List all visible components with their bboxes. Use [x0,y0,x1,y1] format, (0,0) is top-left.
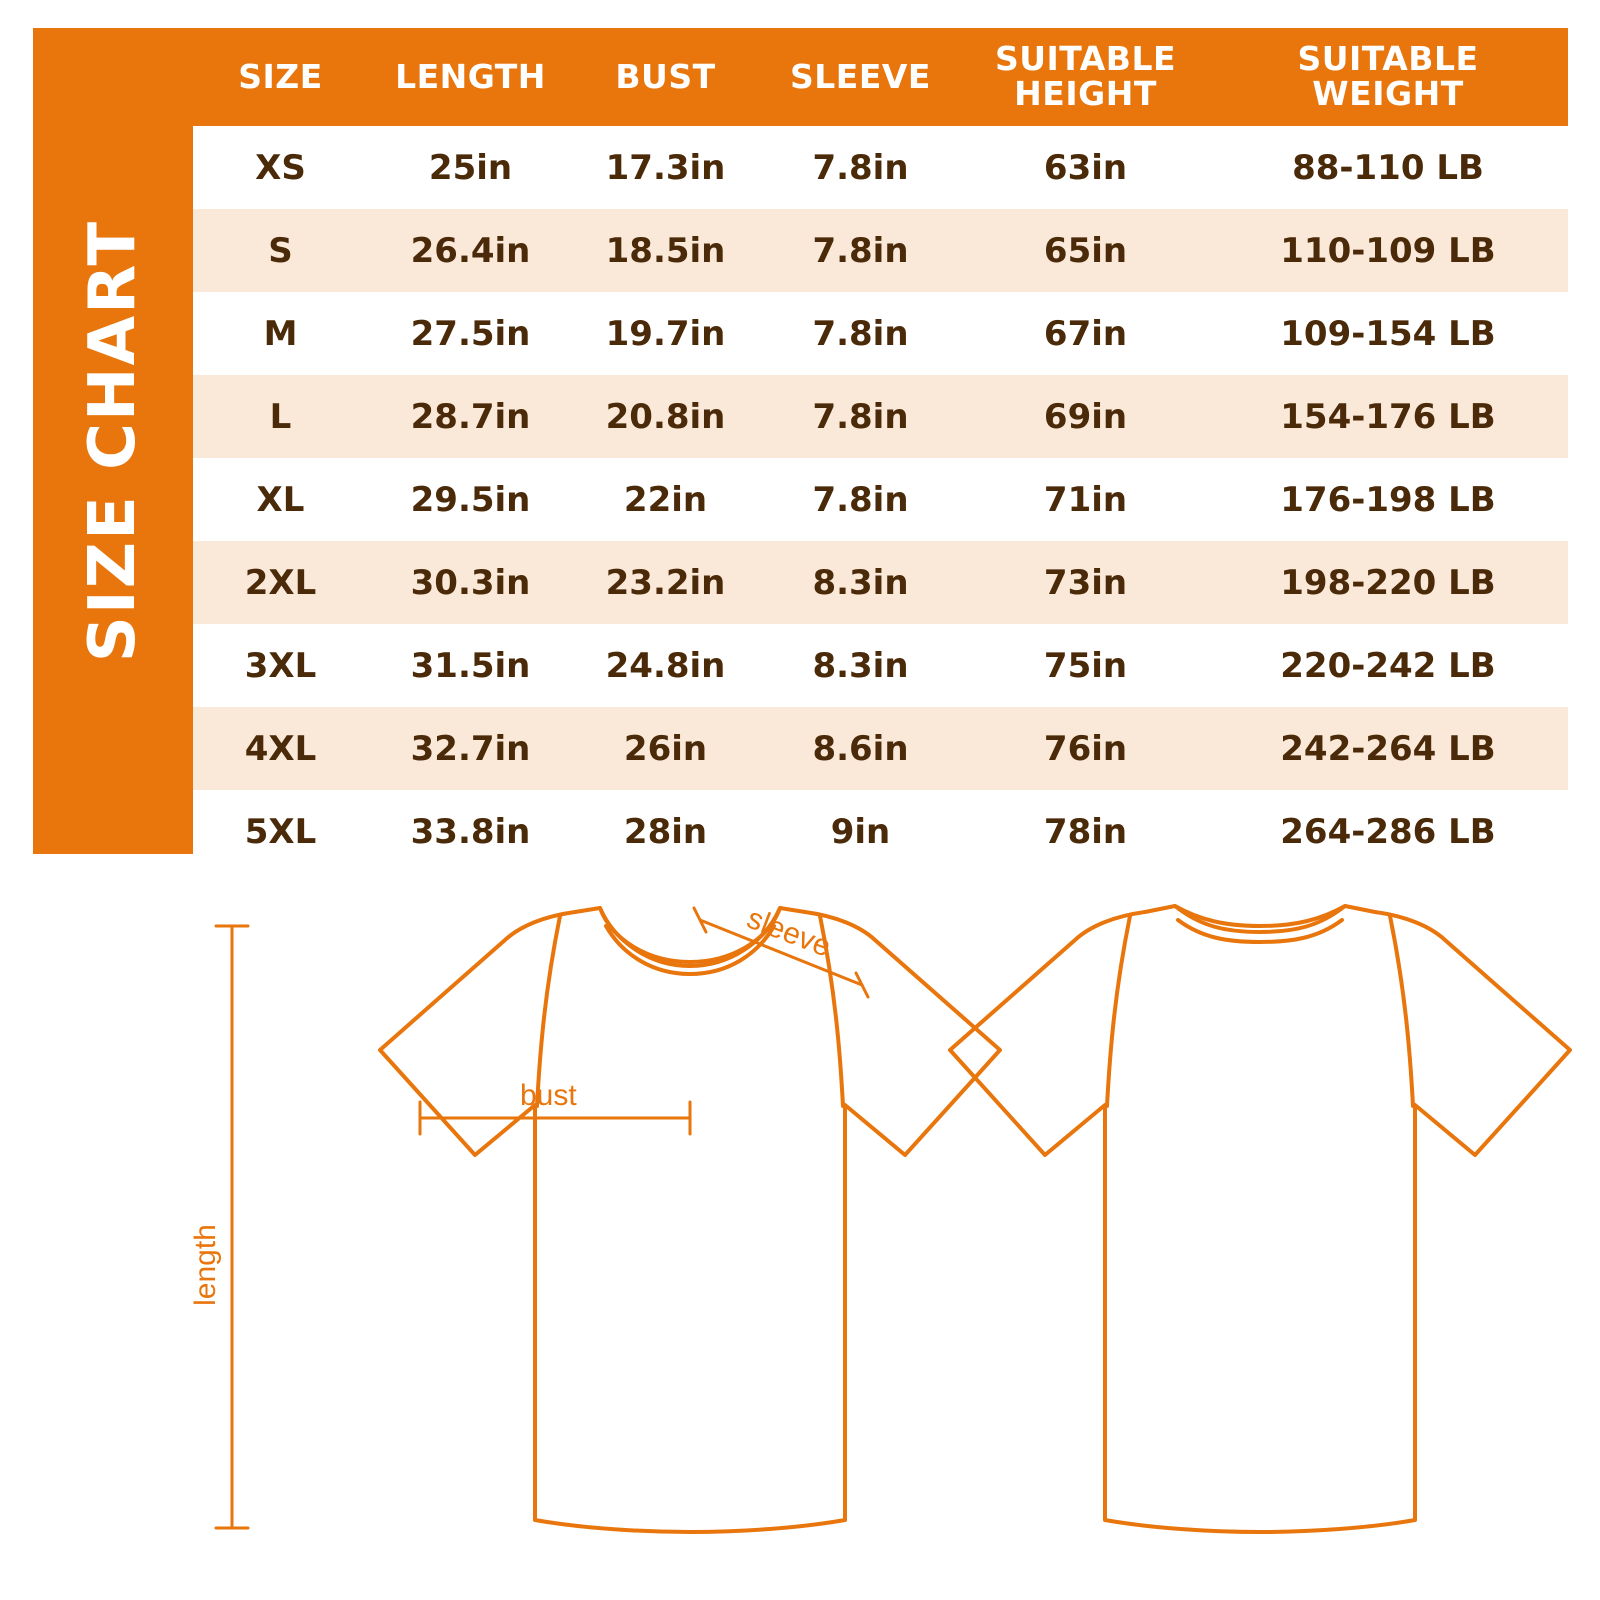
cell-bust: 19.7in [573,292,758,375]
cell-bust: 18.5in [573,209,758,292]
cell-suitable-height: 65in [963,209,1208,292]
cell-suitable-height: 71in [963,458,1208,541]
table-header-row [193,28,1568,126]
cell-length: 26.4in [368,209,573,292]
cell-sleeve: 8.6in [758,707,963,790]
cell-bust: 24.8in [573,624,758,707]
cell-length: 29.5in [368,458,573,541]
cell-suitable-weight: 198-220 LB [1208,541,1568,624]
cell-suitable-weight: 220-242 LB [1208,624,1568,707]
cell-length: 32.7in [368,707,573,790]
cell-size: 4XL [193,707,368,790]
cell-sleeve: 7.8in [758,458,963,541]
cell-sleeve: 7.8in [758,126,963,209]
cell-size: 2XL [193,541,368,624]
cell-sleeve: 7.8in [758,375,963,458]
cell-sleeve: 9in [758,790,963,873]
cell-size: S [193,209,368,292]
cell-bust: 28in [573,790,758,873]
cell-size: L [193,375,368,458]
size-table [193,28,1568,873]
cell-length: 33.8in [368,790,573,873]
cell-suitable-weight: 154-176 LB [1208,375,1568,458]
cell-size: M [193,292,368,375]
cell-suitable-weight: 110-109 LB [1208,209,1568,292]
cell-suitable-height: 76in [963,707,1208,790]
table-row [193,541,1568,624]
cell-bust: 22in [573,458,758,541]
column-header-size: SIZE [238,56,323,96]
table-row [193,292,1568,375]
column-header-bust: BUST [615,56,716,96]
cell-length: 25in [368,126,573,209]
cell-sleeve: 7.8in [758,292,963,375]
cell-length: 28.7in [368,375,573,458]
cell-suitable-weight: 242-264 LB [1208,707,1568,790]
cell-bust: 20.8in [573,375,758,458]
cell-size: XS [193,126,368,209]
cell-suitable-height: 67in [963,292,1208,375]
cell-suitable-weight: 264-286 LB [1208,790,1568,873]
table-row [193,707,1568,790]
page-title: SIZE CHART [76,219,150,663]
column-header-suitable-height [963,28,1208,126]
cell-bust: 17.3in [573,126,758,209]
column-header-sleeve: SLEEVE [790,56,931,96]
table-row [193,375,1568,458]
cell-size: 3XL [193,624,368,707]
table-row [193,126,1568,209]
cell-suitable-height: 73in [963,541,1208,624]
column-header-length: LENGTH [395,56,546,96]
cell-suitable-weight: 109-154 LB [1208,292,1568,375]
table-row [193,624,1568,707]
cell-length: 30.3in [368,541,573,624]
cell-sleeve: 8.3in [758,541,963,624]
sleeve-label: sleeve [742,901,836,964]
cell-bust: 26in [573,707,758,790]
cell-suitable-height: 63in [963,126,1208,209]
table-row [193,790,1568,873]
cell-length: 31.5in [368,624,573,707]
cell-bust: 23.2in [573,541,758,624]
cell-size: XL [193,458,368,541]
cell-suitable-weight: 88-110 LB [1208,126,1568,209]
cell-suitable-weight: 176-198 LB [1208,458,1568,541]
column-header-suitable-weight [1208,28,1568,126]
cell-suitable-height: 69in [963,375,1208,458]
bust-label: bust [520,1079,577,1112]
column-header-suitable-height-line2: HEIGHT [1014,74,1157,113]
tshirt-measurement-diagram [0,880,1600,1580]
column-header-suitable-weight-line2: WEIGHT [1312,74,1464,113]
cell-sleeve: 8.3in [758,624,963,707]
column-header-suitable-weight-line1: SUITABLE [1297,39,1479,79]
size-table-head [193,28,1568,126]
table-row [193,458,1568,541]
size-chart-block [33,28,1568,854]
cell-size: 5XL [193,790,368,873]
size-chart-title-column [33,28,193,854]
length-label: length [189,1224,222,1306]
cell-suitable-height: 75in [963,624,1208,707]
cell-sleeve: 7.8in [758,209,963,292]
cell-suitable-height: 78in [963,790,1208,873]
column-header-suitable-height-line1: SUITABLE [994,39,1177,79]
size-table-body [193,126,1568,873]
cell-length: 27.5in [368,292,573,375]
table-row [193,209,1568,292]
size-table-column [193,28,1568,854]
